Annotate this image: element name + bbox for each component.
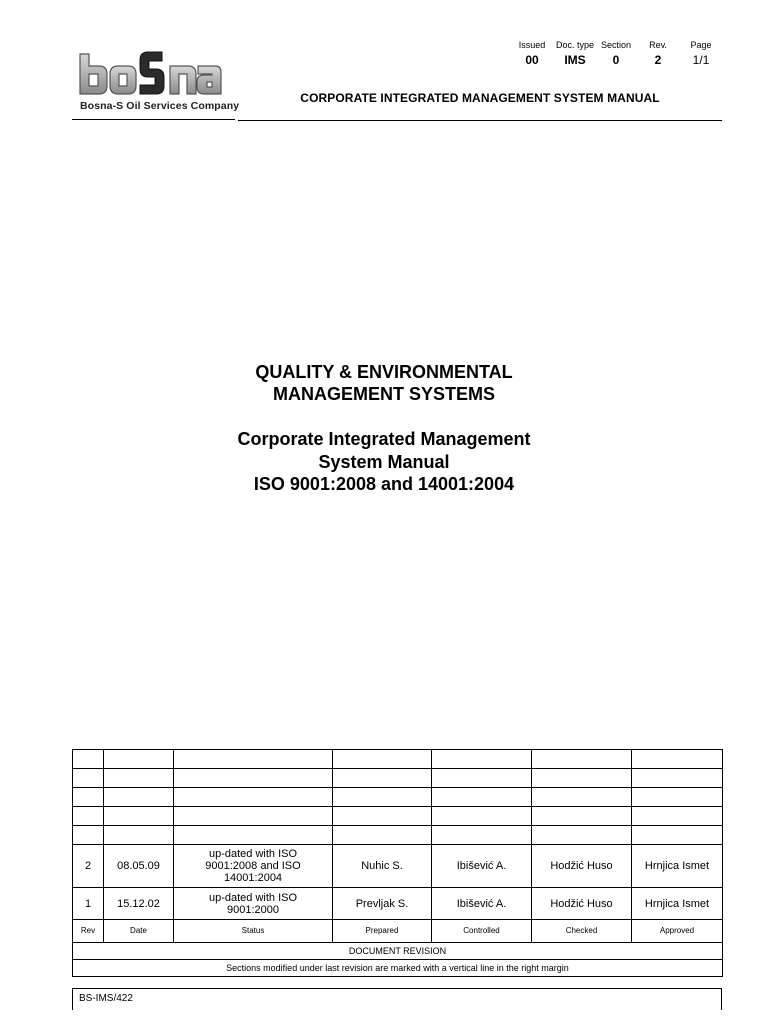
sub-title — [0, 428, 768, 496]
meta-value: 2 — [654, 53, 662, 67]
meta-label: Doc. type — [555, 40, 595, 50]
cell-rev: 1 — [73, 888, 104, 920]
main-title-line: MANAGEMENT SYSTEMS — [272, 384, 495, 404]
status-line: up-dated with ISO — [208, 891, 298, 904]
header-prepared: Prepared — [333, 920, 432, 943]
table-row — [73, 845, 723, 888]
meta-value: 00 — [525, 53, 539, 67]
meta-value: IMS — [564, 53, 586, 67]
main-title-line: QUALITY & ENVIRONMENTAL — [255, 362, 513, 382]
meta-label: Section — [600, 40, 632, 50]
table-row-empty — [73, 807, 723, 826]
table-note: Sections modified under last revision are marked with a vertical line in the right margin — [73, 960, 723, 977]
cell-status — [174, 845, 333, 888]
meta-label: Rev. — [649, 40, 667, 50]
status-line: up-dated with ISO — [208, 848, 298, 860]
cell-checked: Hodžić Huso — [532, 888, 632, 920]
meta-label: Issued — [518, 40, 546, 50]
meta-issued — [510, 40, 554, 67]
header-date: Date — [104, 920, 174, 943]
cell-date: 08.05.09 — [104, 845, 174, 888]
header-divider-left — [72, 119, 235, 120]
sub-title-line: ISO 9001:2008 and 14001:2004 — [253, 474, 515, 494]
cell-prepared: Nuhic S. — [333, 845, 432, 888]
main-title — [0, 361, 768, 405]
footer-divider — [72, 988, 722, 989]
meta-value: 1/1 — [692, 53, 710, 67]
sub-title-line: System Manual — [318, 451, 450, 472]
table-note-row — [73, 960, 723, 977]
meta-rev — [640, 40, 676, 67]
document-code: BS-IMS/422 — [79, 993, 133, 1004]
status-line: 9001:2000 — [227, 903, 279, 916]
header-status: Status — [174, 920, 333, 943]
table-row-empty — [73, 788, 723, 807]
cell-status — [174, 888, 333, 920]
cell-approved: Hrnjica Ismet — [632, 888, 723, 920]
logo-caption: Bosna-S Oil Services Company — [80, 100, 240, 112]
cell-date: 15.12.02 — [104, 888, 174, 920]
cell-controlled: Ibišević A. — [432, 888, 532, 920]
header-controlled: Controlled — [432, 920, 532, 943]
table-header-row — [73, 920, 723, 943]
header-checked: Checked — [532, 920, 632, 943]
header-divider-right — [238, 120, 722, 121]
meta-value: 0 — [612, 53, 620, 67]
table-row — [73, 888, 723, 920]
meta-label: Page — [690, 40, 712, 50]
sub-title-line: Corporate Integrated Management — [237, 429, 531, 449]
cell-prepared: Prevljak S. — [333, 888, 432, 920]
meta-doc-type — [552, 40, 598, 67]
cell-controlled: Ibišević A. — [432, 845, 532, 888]
meta-page — [682, 40, 720, 67]
cell-rev: 2 — [73, 845, 104, 888]
header-title: CORPORATE INTEGRATED MANAGEMENT SYSTEM MANUAL — [300, 91, 660, 105]
header-rev: Rev — [73, 920, 104, 943]
table-row-empty — [73, 750, 723, 769]
status-line: 9001:2008 and ISO — [205, 860, 301, 872]
table-row-empty — [73, 826, 723, 845]
revision-table — [72, 749, 723, 977]
table-row-empty — [73, 769, 723, 788]
meta-section — [598, 40, 634, 67]
cell-approved: Hrnjica Ismet — [632, 845, 723, 888]
table-caption: DOCUMENT REVISION — [73, 943, 723, 960]
status-line: 14001:2004 — [223, 872, 283, 884]
bosna-logo-icon — [78, 50, 223, 98]
header-approved: Approved — [632, 920, 723, 943]
footer-border-left — [72, 988, 73, 1010]
table-caption-row — [73, 943, 723, 960]
footer-border-right — [721, 988, 722, 1010]
cell-checked: Hodžić Huso — [532, 845, 632, 888]
